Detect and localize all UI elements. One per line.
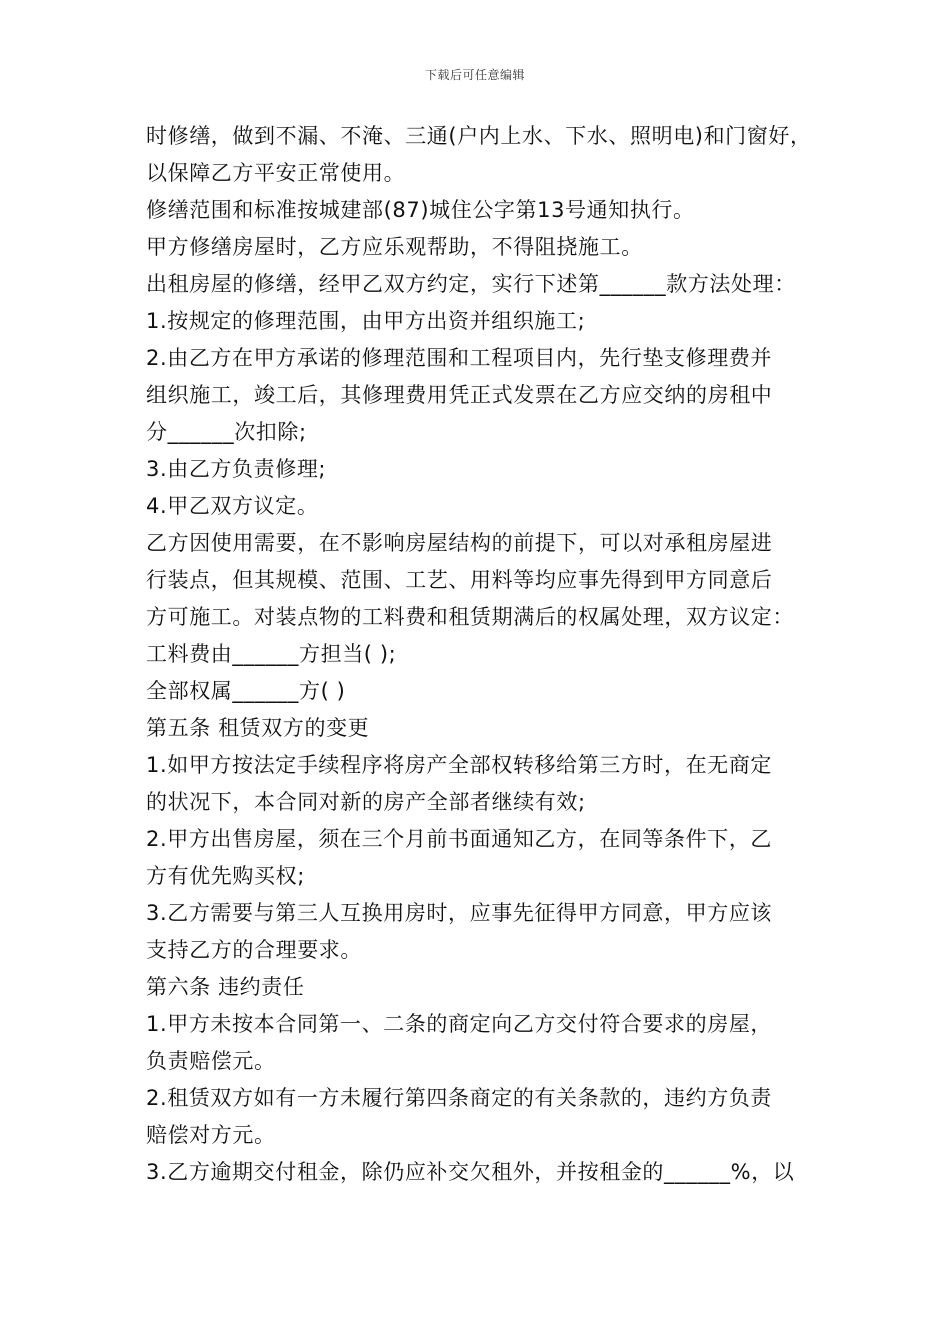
text-line: 3.乙方需要与第三人互换用房时，应事先征得甲方同意，甲方应该 [146,901,773,925]
text-line: 甲方修缮房屋时，乙方应乐观帮助，不得阻挠施工。 [146,235,643,259]
text-line: 负责赔偿元。 [146,1049,276,1073]
text-line: 以保障乙方平安正常使用。 [146,161,406,185]
text-line: 4.甲乙双方议定。 [146,494,319,518]
section-heading: 第五条 租赁双方的变更 [146,716,370,740]
text-line: 乙方因使用需要，在不影响房屋结构的前提下，可以对承租房屋进 [146,531,773,555]
text-line: 工料费由______方担当( ); [146,642,397,666]
text-line: 3.由乙方负责修理; [146,457,327,481]
text-line: 2.甲方出售房屋，须在三个月前书面通知乙方，在同等条件下，乙 [146,827,773,851]
text-line: 1.甲方未按本合同第一、二条的商定向乙方交付符合要求的房屋， [146,1012,773,1036]
text-line: 支持乙方的合理要求。 [146,938,362,962]
text-line: 方有优先购买权; [146,864,305,888]
text-line: 的状况下，本合同对新的房产全部者继续有效; [146,790,586,814]
text-line: 全部权属______方( ) [146,679,346,703]
section-heading: 第六条 违约责任 [146,975,305,999]
text-line: 出租房屋的修缮，经甲乙双方约定，实行下述第______款方法处理： [146,272,796,296]
text-line: 1.按规定的修理范围，由甲方出资并组织施工; [146,309,586,333]
text-line: 行装点，但其规模、范围、工艺、用料等均应事先得到甲方同意后 [146,568,773,592]
text-line: 修缮范围和标准按城建部(87)城住公字第13号通知执行。 [146,198,695,222]
text-line: 2.由乙方在甲方承诺的修理范围和工程项目内，先行垫支修理费并 [146,346,773,370]
text-line: 方可施工。对装点物的工料费和租赁期满后的权属处理，双方议定： [146,605,794,629]
document-body [146,118,818,1191]
text-line: 时修缮，做到不漏、不淹、三通(户内上水、下水、照明电)和门窗好， [146,124,812,148]
text-line: 组织施工，竣工后，其修理费用凭正式发票在乙方应交纳的房租中 [146,383,773,407]
text-line: 1.如甲方按法定手续程序将房产全部权转移给第三方时，在无商定 [146,753,773,777]
text-line: 赔偿对方元。 [146,1123,276,1147]
text-line: 分______次扣除; [146,420,307,444]
page-header: 下载后可任意编辑 [424,68,525,82]
text-line: 2.租赁双方如有一方未履行第四条商定的有关条款的，违约方负责 [146,1086,773,1110]
text-line: 3.乙方逾期交付租金，除仍应补交欠租外，并按租金的______%，以 [146,1160,795,1184]
